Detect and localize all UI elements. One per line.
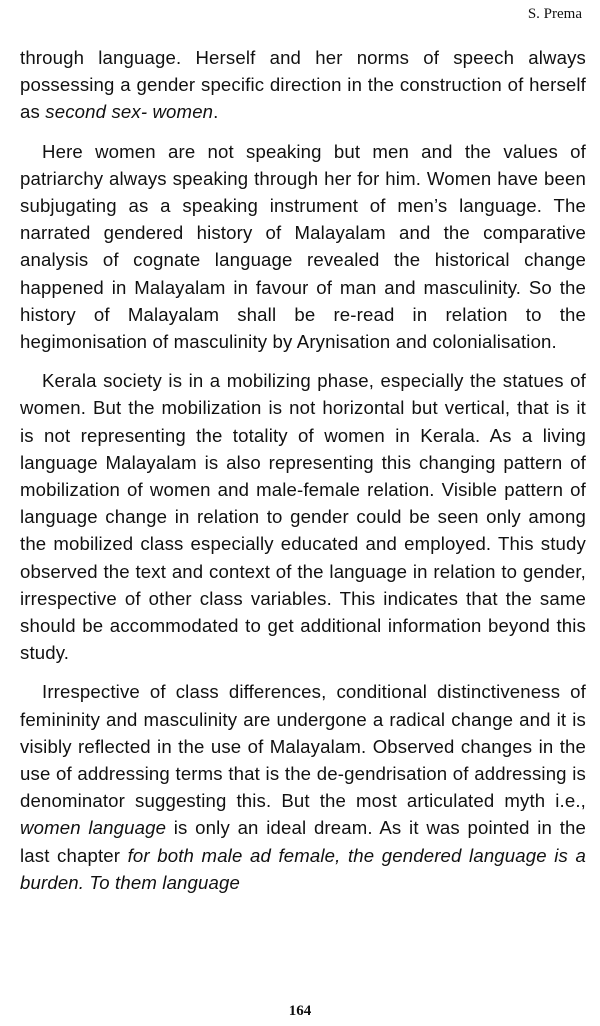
page-number: 164 (288, 1003, 312, 1019)
paragraph-text: is only an ideal dream. As it was pointed in the last chapter (20, 817, 586, 866)
emphasis-text: women language (20, 817, 167, 839)
paragraph-text: Irrespective of class differences, conditional distinctiveness of femininity and masculinity are undergone a radical change and it is visibly reflected in the use of Malayalam. Observed changes in the use of addressing terms that is the de-gendrisation of addressing is denominator suggesting this. But the most articulated myth i.e., (20, 681, 586, 812)
body-text (20, 44, 586, 908)
paragraph-text: . (213, 101, 219, 123)
paragraph-text: through language. Herself and her norms of speech always possessing a gender specific direction in the construction of herself as (20, 47, 586, 123)
emphasis-text: for both male ad female, the gendered language is a burden. To them language (20, 844, 586, 893)
emphasis-text: second sex- women (45, 101, 214, 123)
paragraph-continued (20, 44, 586, 126)
paragraph: Kerala society is in a mobilizing phase, especially the statues of women. But the mobilization is not horizontal but vertical, that is it is not representing the totality of women in Kerala. As a living language Malayalam is also representing this changing pattern of mobilization of women and male-female relation. Visible pattern of language change in relation to gender could be seen only among the mobilized class especially educated and employed. This study observed the text and context of the language in relation to gender, irrespective of other class variables. This indicates that the same should be accommodated to get additional information beyond this study. (20, 370, 586, 664)
running-head-author: S. Prema (527, 6, 582, 22)
paragraph: Here women are not speaking but men and the values of patriarchy always speaking through her for him. Women have been subjugating as a speaking instrument of men’s language. The narrated gendered history of Malayalam and the comparative analysis of cognate language revealed the historical change happened in Malayalam in favour of man and masculinity. So the history of Malayalam shall be re-read in relation to the hegimonisation of masculinity by Arynisation and colonialisation. (20, 140, 586, 353)
paragraph (20, 678, 586, 896)
